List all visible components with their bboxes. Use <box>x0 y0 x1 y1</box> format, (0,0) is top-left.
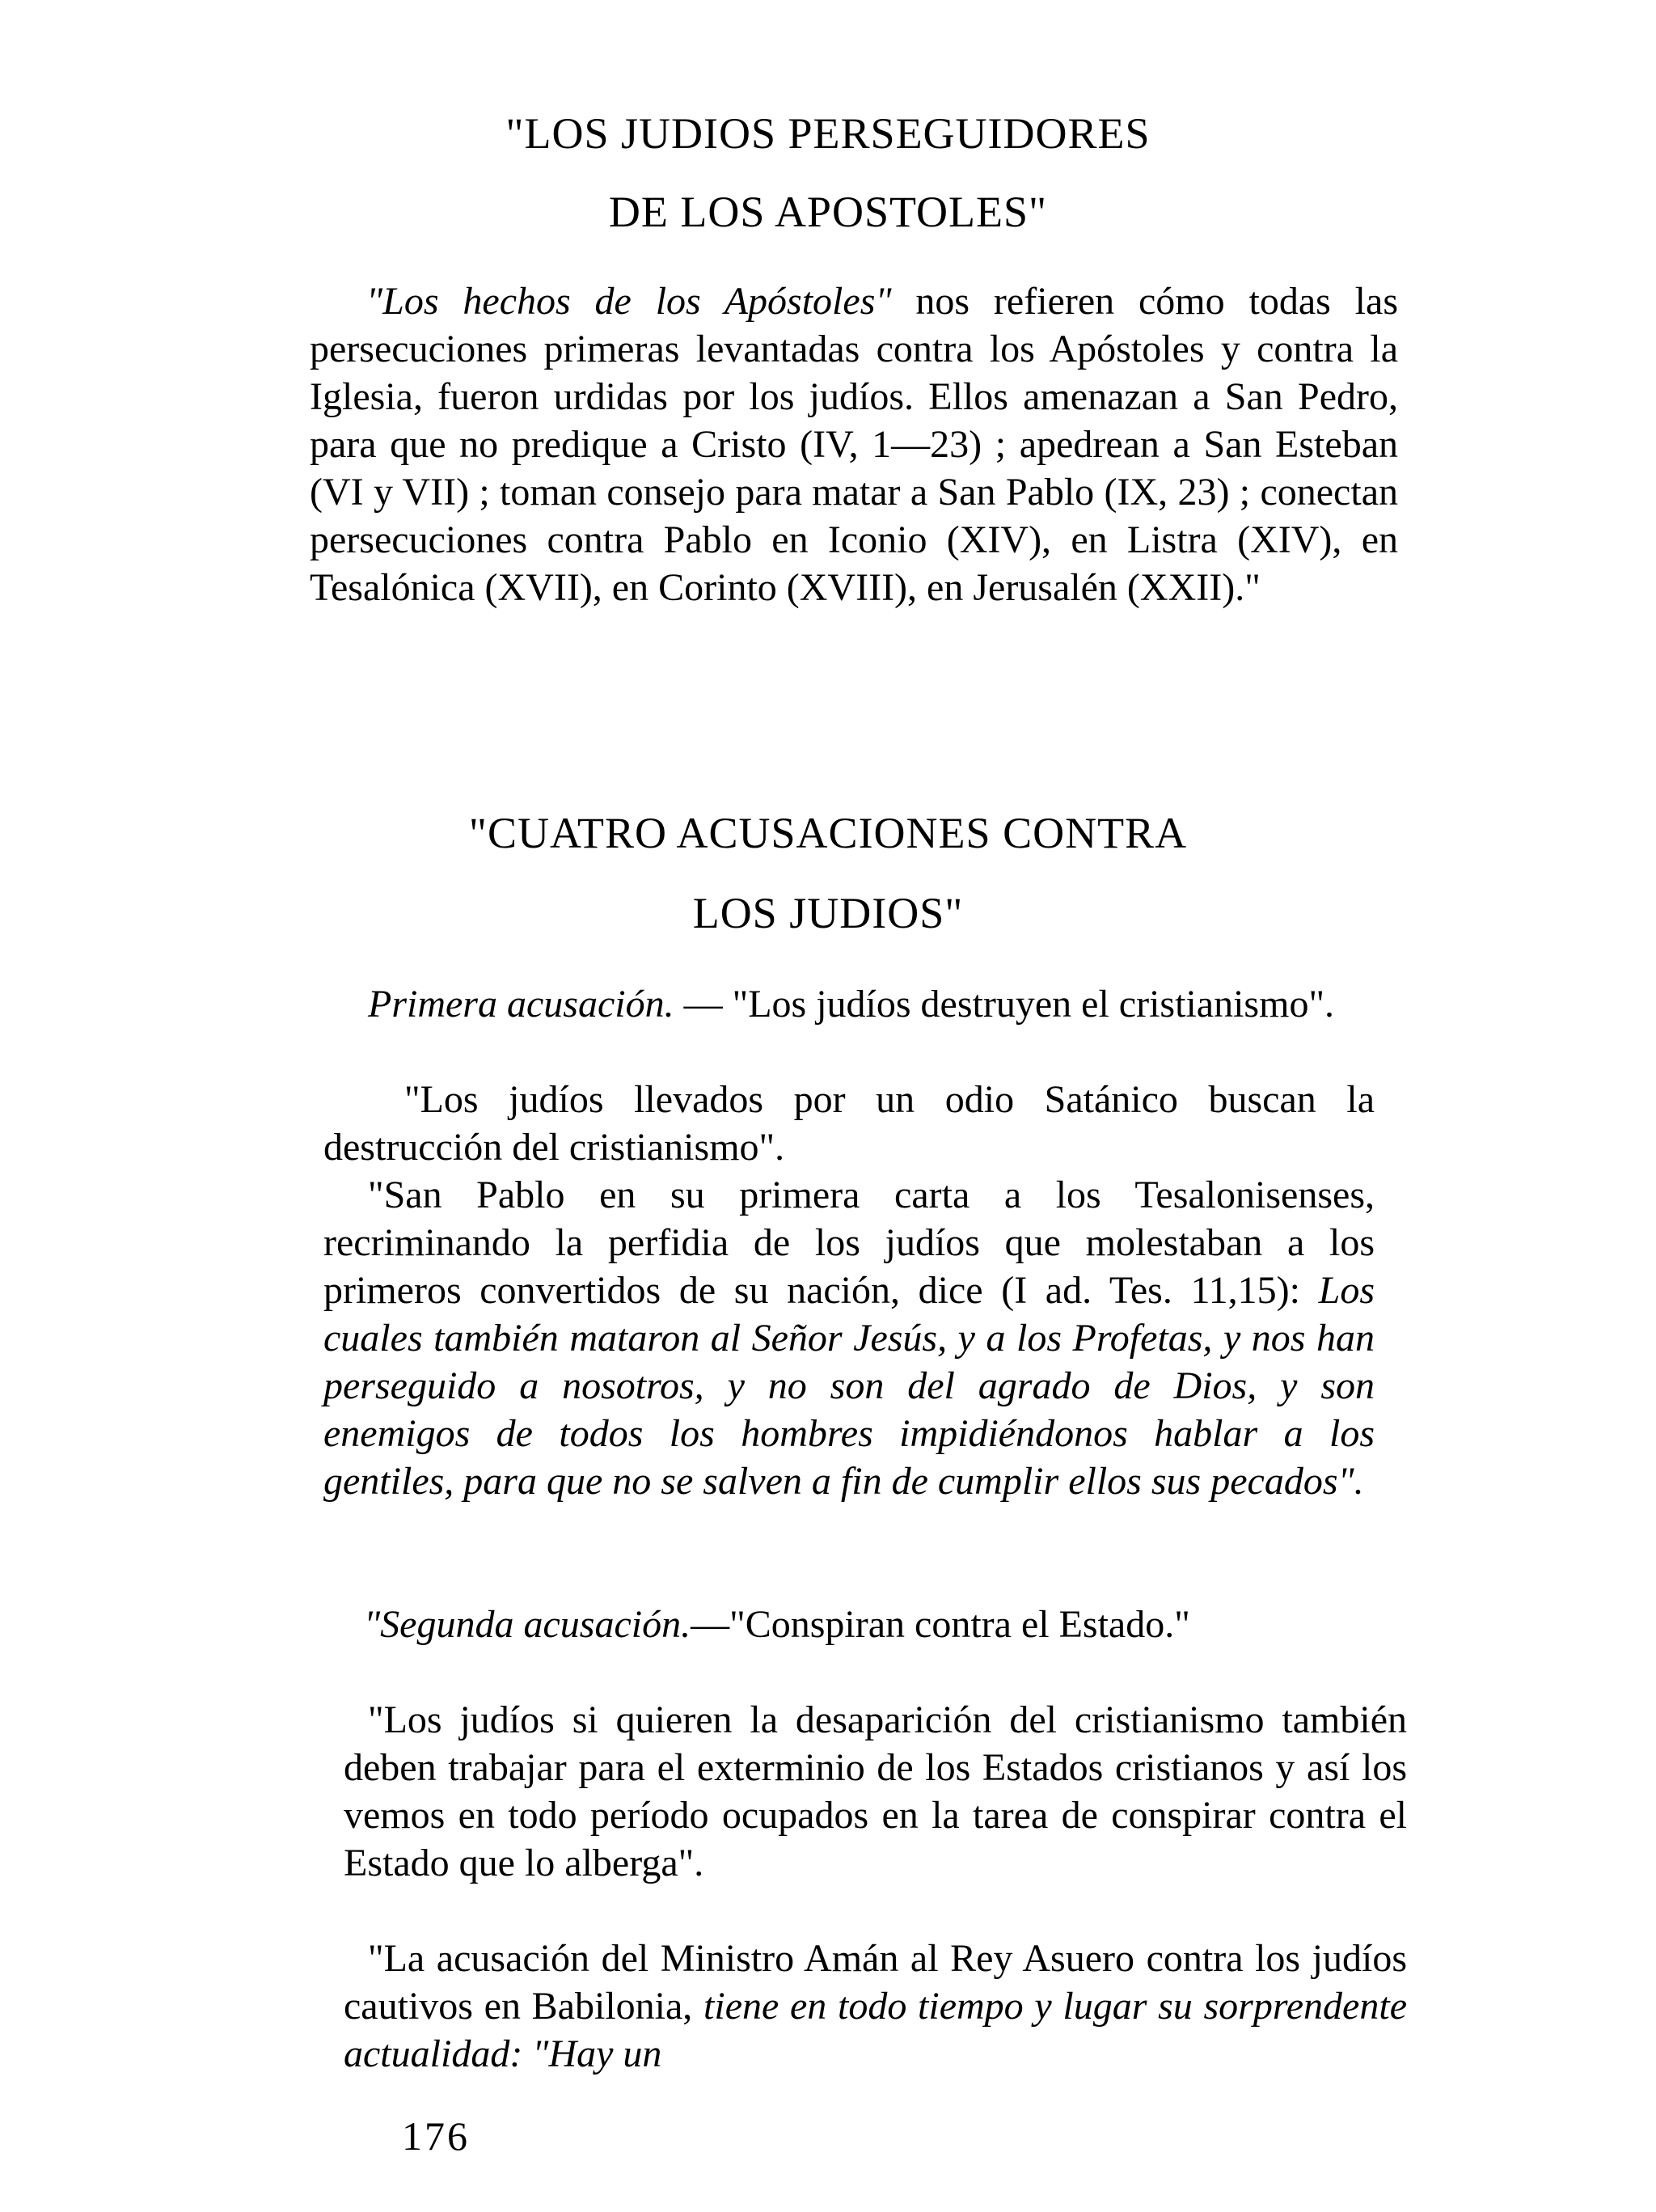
second-accusation-title <box>340 1601 1407 1648</box>
first-accusation-paragraph-2 <box>323 1171 1375 1505</box>
intro-text: nos refieren cómo todas las persecuciones primeras levantadas contra los Apóstoles y contra la Iglesia, fueron urdidas por los judíos. Ellos amenazan a San Pedro, para que no predique a Cristo (IV, 1—23) ; apedrean a San Esteban (VI y VII) ; toman consejo para matar a San Pablo (IX, 23) ; conectan persecuciones contra Pablo en Iconio (XIV), en Listra (XIV), en Tesalónica (XVII), en Corinto (XVIII), en Jerusalén (XXII)." <box>310 280 1398 609</box>
second-accusation-paragraph-2 <box>344 1935 1407 2078</box>
second-accusation-para-2-intro: "La acusación del Ministro Amán al Rey Asuero contra los judíos cautivos en Babilonia, <box>344 1937 1407 2028</box>
scripture-quote: Los cuales también mataron al Señor Jesús, y a los Profetas, y nos han perseguido a nosotros, y no son del agrado de Dios, y son enemigos de todos los hombres impidiéndonos hablar a los gentiles, para que no se salven a fin de cumplir ellos sus pecados". <box>323 1269 1375 1503</box>
second-accusation-paragraph-1 <box>344 1696 1407 1887</box>
second-accusation-label: "Segunda acusación. <box>364 1603 691 1646</box>
section-heading-2-line-2: LOS JUDIOS" <box>692 889 964 937</box>
intro-paragraph <box>310 277 1398 611</box>
first-accusation-para-2-intro: "San Pablo en su primera carta a los Tesalonisenses, recriminando la perfidia de los judíos que molestaban a los primeros convertidos de su nación, dice (I ad. Tes. 11,15): <box>323 1174 1375 1312</box>
second-accusation-para-1-text: "Los judíos si quieren la desaparición del cristianismo también deben trabajar para el exterminio de los Estados cristianos y así los vemos en todo período ocupados en la tarea de conspirar contra el Estado que lo alberga". <box>344 1698 1407 1884</box>
second-accusation-text: —"Conspiran contra el Estado." <box>691 1603 1190 1646</box>
section-heading-line-1: "LOS JUDIOS PERSEGUIDORES <box>505 109 1151 158</box>
first-accusation-title <box>323 980 1375 1028</box>
section-heading-line-2: DE LOS APOSTOLES" <box>608 188 1048 236</box>
first-accusation-paragraph-1 <box>323 1076 1375 1171</box>
first-accusation-para-1-text: "Los judíos llevados por un odio Satánico buscan la destrucción del cristianismo". <box>323 1078 1375 1169</box>
first-accusation-text: — "Los judíos destruyen el cristianismo". <box>674 983 1335 1026</box>
page-number: 176 <box>402 2113 470 2159</box>
section-heading-2-line-1: "CUATRO ACUSACIONES CONTRA <box>468 809 1188 857</box>
source-title: "Los hechos de los Apóstoles" <box>366 280 892 323</box>
second-accusation-emphasis: tiene en todo tiempo y lugar su sorprendente actualidad: "Hay un <box>344 1985 1407 2075</box>
first-accusation-label: Primera acusación. <box>368 983 674 1026</box>
